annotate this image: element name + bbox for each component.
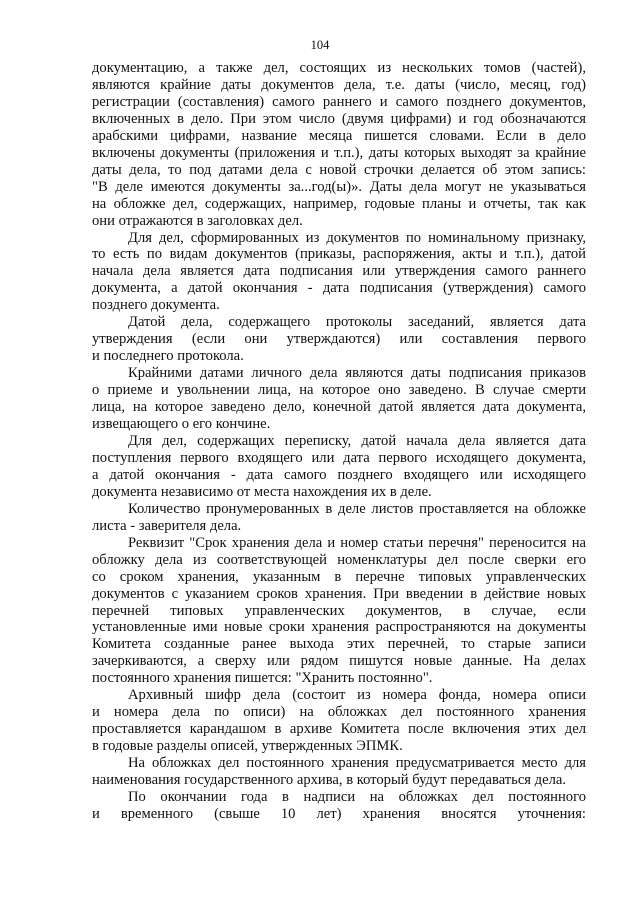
text-line: Реквизит "Срок хранения дела и номер статьи перечня" переносится на [128,534,586,551]
text-line: со сроком хранения, указанным в перечне типовых управленческих [92,568,586,585]
paragraph [92,501,586,535]
text-line: включены документы (приложения и т.п.), даты которых выходят за крайние [92,144,586,161]
text-line: регистрации (составления) самого раннего и самого позднего документов, [92,93,586,110]
text-line: лица, на которое заведено дело, конечной датой является дата документа, [92,399,586,416]
text-line: установленные ими новые сроки хранения распространяются на документы [92,619,586,636]
text-line: даты дела, то под датами дела с новой строчки делается об этом запись: [92,161,586,178]
text-line: проставляется карандашом в архиве Комитета после включения этих дел [92,721,586,738]
text-line: на обложке дел, содержащих, например, годовые планы и отчеты, так как [92,195,586,212]
page-number: 104 [310,38,330,52]
text-line: Крайними датами личного дела являются даты подписания приказов [128,365,586,382]
text-line: и последнего протокола. [92,348,244,365]
paragraph [92,687,586,755]
text-line: они отражаются в заголовках дел. [92,212,303,229]
text-line: арабскими цифрами, название месяца пишется словами. Если в дело [92,127,586,144]
text-line: "В деле имеются документы за...год(ы)». Даты дела могут не указываться [92,178,586,195]
text-line: о приеме и увольнении лица, на которое оно заведено. В случае смерти [92,382,586,399]
text-line: перечней типовых управленческих документов, в случае, если [92,602,586,619]
paragraph [92,755,586,789]
text-line: Количество пронумерованных в деле листов проставляется на обложке [128,500,586,517]
text-line: документов с указанием сроков хранения. При введении в действие новых [92,585,586,602]
text-line: зачеркиваются, а сверху или рядом пишутся новые данные. На делах [92,653,586,670]
paragraph [92,314,586,365]
paragraph [92,433,586,501]
document-body [92,60,586,823]
text-line: документа независимо от места нахождения их в деле. [92,483,432,500]
text-line: а датой окончания - дата самого позднего входящего или исходящего [92,466,586,483]
text-line: начала дела является дата подписания или утверждения самого раннего [92,263,586,280]
text-line: и номера дела по описи) на обложках дел постоянного хранения [92,704,586,721]
text-line: позднего документа. [92,297,220,314]
text-line: Для дел, сформированных из документов по номинальному признаку, [128,229,586,246]
text-line: постоянного хранения пишется: "Хранить постоянно". [92,670,433,687]
text-line: то есть по видам документов (приказы, распоряжения, акты и т.п.), датой [92,246,586,263]
paragraph [92,535,586,688]
text-line: извещающего о его кончине. [92,416,271,433]
text-line: По окончании года в надписи на обложках дел постоянного [128,788,586,805]
text-line: На обложках дел постоянного хранения предусматривается место для [128,755,586,772]
paragraph [92,230,586,315]
text-line: являются крайние даты документов дела, т.е. даты (число, месяц, год) [92,76,586,93]
text-line: документа, а датой окончания - дата подписания (утверждения) самого [92,280,586,297]
paragraph [92,365,586,433]
text-line: Архивный шифр дела (состоит из номера фонда, номера описи [128,687,586,704]
paragraph [92,789,586,823]
text-line: Датой дела, содержащего протоколы заседаний, является дата [128,314,586,331]
text-line: утверждения (если они утверждаются) или составления первого [92,331,586,348]
text-line: и временного (свыше 10 лет) хранения вносятся уточнения: [92,805,586,822]
text-line: Для дел, содержащих переписку, датой начала дела является дата [128,432,586,449]
text-line: листа - заверителя дела. [92,517,242,534]
text-line: документацию, а также дел, состоящих из нескольких томов (частей), [92,60,586,76]
text-line: включенных в дело. При этом число (двумя цифрами) и год обозначаются [92,110,586,127]
text-line: Комитета созданные ранее выхода этих перечней, то старые записи [92,636,586,653]
text-line: поступления первого входящего или дата первого исходящего документа, [92,449,586,466]
text-line: наименования государственного архива, в который будут передаваться дела. [92,772,566,789]
text-line: в годовые разделы описей, утвержденных ЭПМК. [92,738,403,755]
text-line: обложку дела из соответствующей номенклатуры дел после сверки его [92,551,586,568]
paragraph [92,60,586,230]
